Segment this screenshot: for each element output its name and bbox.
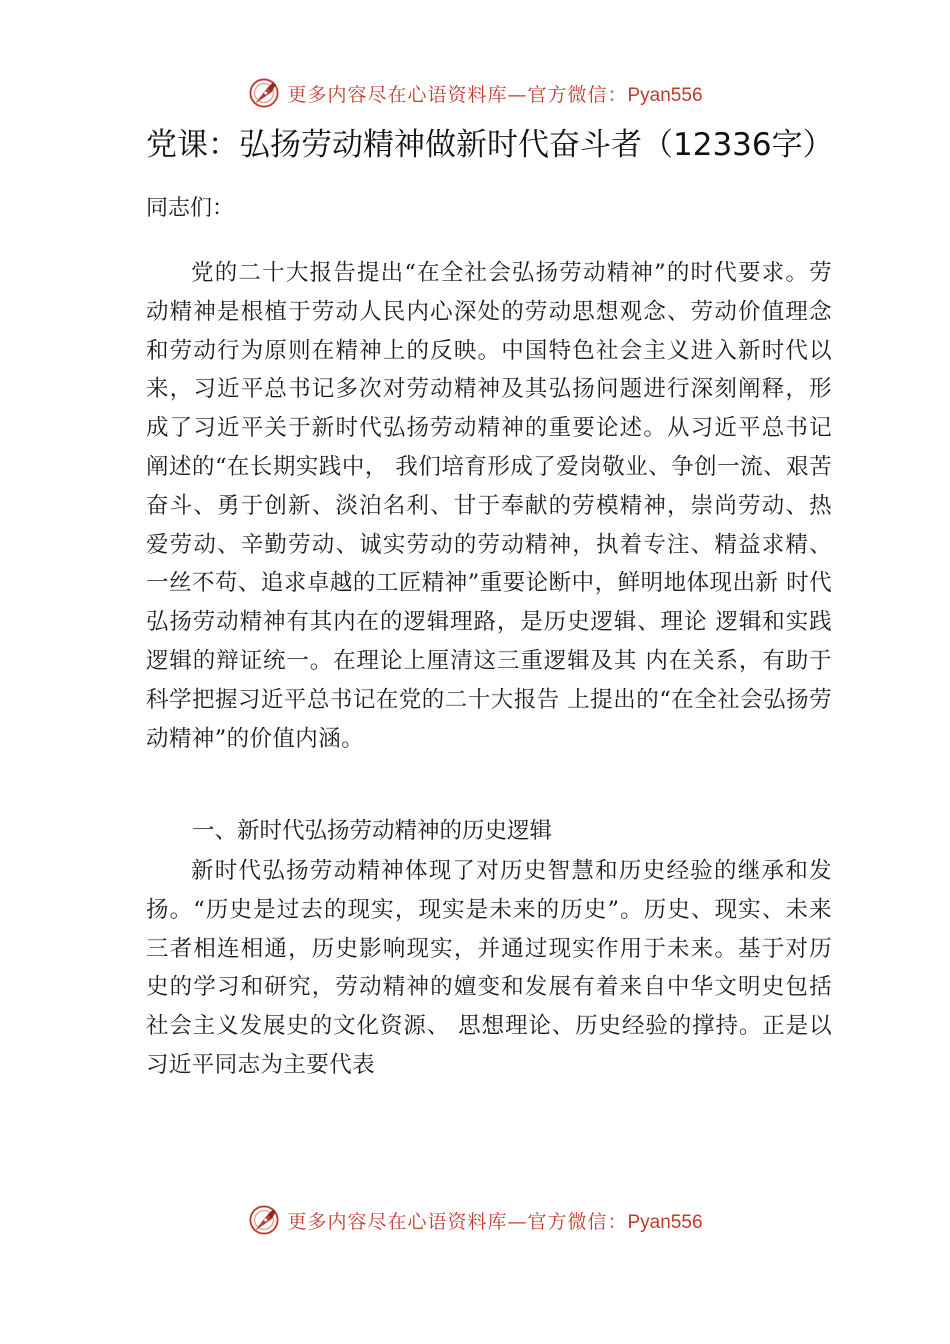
pen-nib-circle-logo <box>247 76 281 110</box>
watermark-banner-bottom <box>0 1198 950 1242</box>
paragraph-1: 党的二十大报告提出“在全社会弘扬劳动精神”的时代要求。劳动精神是根植于劳动人民内心深处的劳动思想观念、劳动价值理念和劳动行为原则在精神上的反映。中国特色社会主义进入新时代以来，习近平总书记多次对劳动精神及其弘扬问题进行深刻阐释，形成了习近平关于新时代弘扬劳动精神的重要论述。从习近平总书记阐述的“在长期实践中， 我们培育形成了爱岗敬业、争创一流、艰苦奋斗、勇于创新、淡泊名利、甘于奉献的劳模精神，崇尚劳动、热爱劳动、辛勤劳动、诚实劳动的劳动精神，执着专注、精益求精、一丝不苟、追求卓越的工匠精神”重要论断中，鲜明地体现出新 时代弘扬劳动精神有其内在的逻辑理路，是历史逻辑、理论 逻辑和实践逻辑的辩证统一。在理论上厘清这三重逻辑及其 内在关系，有助于科学把握习近平总书记在党的二十大报告 上提出的“在全社会弘扬劳动精神”的价值内涵。 <box>146 260 832 752</box>
watermark-text: 更多内容尽在心语资料库—官方微信：Pyan556 <box>287 83 703 106</box>
paragraph-2: 新时代弘扬劳动精神体现了对历史智慧和历史经验的继承和发扬。“历史是过去的现实，现实是未来的历史”。历史、现实、未来三者相连相通，历史影响现实，并通过现实作用于未来。基于对历史的学习和研究，劳动精神的嬗变和发展有着来自中华文明史包括社会主义发展史的文化资源、 思想理论、历史经验的撑持。正是以习近平同志为主要代表 <box>146 858 832 1078</box>
watermark-banner-top <box>0 71 950 115</box>
salutation: 同志们： <box>146 196 235 221</box>
watermark-text: 更多内容尽在心语资料库—官方微信：Pyan556 <box>287 1210 703 1233</box>
section-heading-1: 一、新时代弘扬劳动精神的历史逻辑 <box>192 818 553 844</box>
document-title: 党课：弘扬劳动精神做新时代奋斗者（12336字） <box>146 127 834 163</box>
pen-nib-circle-logo <box>247 1203 281 1237</box>
